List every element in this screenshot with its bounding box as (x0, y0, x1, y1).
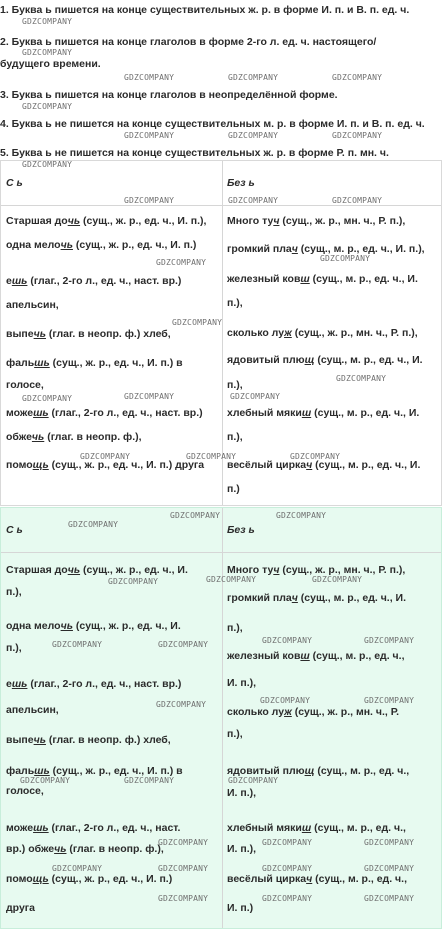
spelling-ending: ш (301, 407, 312, 419)
table-line: громкий плач (сущ., м. р., ед. ч., И. (227, 592, 407, 604)
table-line: одна мелочь (сущ., ж. р., ед. ч., И. (6, 620, 181, 632)
watermark: GDZCOMPANY (80, 452, 131, 461)
table-line: И. п.), (227, 787, 257, 799)
watermark: GDZCOMPANY (186, 452, 237, 461)
watermark: GDZCOMPANY (108, 577, 159, 586)
table-line: п.), (227, 431, 243, 443)
watermark: GDZCOMPANY (332, 131, 383, 140)
table-line: одна мелочь (сущ., ж. р., ед. ч., И. п.) (6, 239, 197, 251)
watermark: GDZCOMPANY (124, 73, 175, 82)
table-line: ядовитый плющ (сущ., м. р., ед. ч., (227, 765, 410, 777)
table-line: апельсин, (6, 299, 59, 311)
spelling-ending: чь (33, 734, 46, 746)
spelling-ending: щь (32, 459, 49, 471)
rule-1: 1. Буква ь пишется на конце существительных ж. р. в форме И. п. и В. п. ед. ч. (0, 4, 410, 16)
watermark: GDZCOMPANY (262, 636, 313, 645)
spelling-ending: шь (34, 357, 50, 369)
watermark: GDZCOMPANY (22, 102, 73, 111)
spelling-ending: чь (67, 215, 81, 227)
watermark: GDZCOMPANY (52, 640, 103, 649)
watermark: GDZCOMPANY (22, 17, 73, 26)
spelling-ending: ч (291, 592, 298, 604)
spelling-ending: ш (300, 273, 310, 285)
watermark: GDZCOMPANY (22, 394, 73, 403)
rule-5: 5. Буква ь не пишется на конце существительных ж. р. в форме Р. п. мн. ч. (0, 147, 389, 159)
rule-4: 4. Буква ь не пишется на конце существительных м. р. в форме И. п. и В. п. ед. ч. (0, 118, 425, 130)
spelling-ending: шь (33, 822, 49, 834)
table-line: выпечь (глаг. в неопр. ф.) хлеб, (6, 328, 171, 340)
table-line: п.), (227, 622, 243, 634)
spelling-ending: чь (60, 620, 73, 632)
spelling-ending: ш (300, 650, 310, 662)
header-with-soft-sign: С ь (6, 524, 23, 536)
watermark: GDZCOMPANY (22, 48, 73, 57)
header-divider (1, 205, 441, 206)
table-line: п.), (6, 586, 22, 598)
spelling-ending: шь (33, 407, 49, 419)
rule-2-cont: будущего времени. (0, 58, 101, 70)
column-divider (222, 508, 223, 928)
watermark: GDZCOMPANY (332, 73, 383, 82)
watermark: GDZCOMPANY (156, 258, 207, 267)
table-line: хлебный мякиш (сущ., м. р., ед. ч., (227, 822, 406, 834)
watermark: GDZCOMPANY (262, 838, 313, 847)
watermark: GDZCOMPANY (170, 511, 221, 520)
header-without-soft-sign: Без ь (227, 524, 255, 536)
table-line: железный ковш (сущ., м. р., ед. ч., И. (227, 273, 418, 285)
watermark: GDZCOMPANY (364, 864, 415, 873)
watermark: GDZCOMPANY (364, 696, 415, 705)
header-divider (1, 552, 441, 553)
spelling-ending: ч (306, 459, 313, 471)
table-line: Старшая дочь (сущ., ж. р., ед. ч., И. п.), (6, 215, 207, 227)
spelling-ending: шь (34, 765, 50, 777)
rule-3: 3. Буква ь пишется на конце глаголов в неопределённой форме. (0, 89, 338, 101)
watermark: GDZCOMPANY (228, 196, 279, 205)
spelling-ending: чь (67, 564, 81, 576)
watermark: GDZCOMPANY (336, 374, 387, 383)
watermark: GDZCOMPANY (228, 73, 279, 82)
watermark: GDZCOMPANY (158, 838, 209, 847)
spelling-ending: ч (273, 215, 280, 227)
watermark: GDZCOMPANY (290, 452, 341, 461)
watermark: GDZCOMPANY (158, 640, 209, 649)
table-line: п.), (227, 728, 243, 740)
watermark: GDZCOMPANY (364, 894, 415, 903)
table-line: Много туч (сущ., ж. р., мн. ч., Р. п.), (227, 564, 406, 576)
watermark: GDZCOMPANY (206, 575, 257, 584)
table-line: выпечь (глаг. в неопр. ф.) хлеб, (6, 734, 171, 746)
table-line: громкий плач (сущ., м. р., ед. ч., И. п.), (227, 243, 425, 255)
spelling-ending: чь (31, 431, 45, 443)
table-line: п.), (227, 297, 243, 309)
table-line: сколько луж (сущ., ж. р., мн. ч., Р. (227, 706, 400, 718)
watermark: GDZCOMPANY (228, 776, 279, 785)
watermark: GDZCOMPANY (364, 636, 415, 645)
table-line: Много туч (сущ., ж. р., мн. ч., Р. п.), (227, 215, 406, 227)
spelling-ending: ч (291, 243, 298, 255)
table-line: ядовитый плющ (сущ., м. р., ед. ч., И. (227, 354, 423, 366)
spelling-ending: ш (301, 822, 312, 834)
table-line: фальшь (сущ., ж. р., ед. ч., И. п.) в (6, 357, 183, 369)
watermark: GDZCOMPANY (172, 318, 223, 327)
watermark: GDZCOMPANY (364, 838, 415, 847)
watermark: GDZCOMPANY (124, 776, 175, 785)
watermark: GDZCOMPANY (312, 575, 363, 584)
spelling-ending: шь (11, 678, 28, 690)
spelling-ending: ж (284, 327, 292, 339)
header-with-soft-sign: С ь (6, 177, 23, 189)
table-line: железный ковш (сущ., м. р., ед. ч., (227, 650, 405, 662)
spelling-ending: щь (32, 873, 49, 885)
table-line: И. п.) (227, 902, 254, 914)
spelling-ending: щ (304, 765, 315, 777)
watermark: GDZCOMPANY (260, 696, 311, 705)
spelling-ending: ч (273, 564, 280, 576)
table-line: п.), (6, 642, 22, 654)
watermark: GDZCOMPANY (158, 894, 209, 903)
watermark: GDZCOMPANY (124, 392, 175, 401)
watermark: GDZCOMPANY (276, 511, 327, 520)
watermark: GDZCOMPANY (320, 254, 371, 263)
watermark: GDZCOMPANY (332, 196, 383, 205)
table-line: ешь (глаг., 2-го л., ед. ч., наст. вр.) (6, 275, 182, 287)
table-line: обжечь (глаг. в неопр. ф.), (6, 431, 142, 443)
table-line: И. п.), (227, 677, 257, 689)
watermark: GDZCOMPANY (228, 131, 279, 140)
spelling-ending: ж (284, 706, 292, 718)
watermark: GDZCOMPANY (22, 160, 73, 169)
spelling-ending: ч (306, 873, 313, 885)
table-line: п.), (227, 379, 243, 391)
spelling-ending: чь (54, 843, 67, 855)
watermark: GDZCOMPANY (156, 700, 207, 709)
watermark: GDZCOMPANY (158, 864, 209, 873)
table-line: можешь (глаг., 2-го л., ед. ч., наст. вр.) (6, 407, 203, 419)
header-without-soft-sign: Без ь (227, 177, 255, 189)
table-line: голосе, (6, 785, 44, 797)
table-line: голосе, (6, 379, 44, 391)
spelling-ending: чь (60, 239, 73, 251)
watermark: GDZCOMPANY (262, 894, 313, 903)
table-line: помощь (сущ., ж. р., ед. ч., И. п.) (6, 873, 173, 885)
table-line: п.) (227, 483, 240, 495)
table-line: весёлый циркач (сущ., м. р., ед. ч., И. (227, 459, 421, 471)
watermark: GDZCOMPANY (262, 864, 313, 873)
table-line: друга (6, 902, 35, 914)
table-line: Старшая дочь (сущ., ж. р., ед. ч., И. (6, 564, 188, 576)
watermark: GDZCOMPANY (52, 864, 103, 873)
table-line: И. п.), (227, 843, 257, 855)
watermark: GDZCOMPANY (124, 196, 175, 205)
table-line: апельсин, (6, 704, 59, 716)
watermark: GDZCOMPANY (124, 131, 175, 140)
table-line: хлебный мякиш (сущ., м. р., ед. ч., И. (227, 407, 420, 419)
spelling-ending: шь (11, 275, 28, 287)
watermark: GDZCOMPANY (20, 776, 71, 785)
watermark: GDZCOMPANY (230, 392, 281, 401)
table-line: помощь (сущ., ж. р., ед. ч., И. п.) друга (6, 459, 205, 471)
rule-2: 2. Буква ь пишется на конце глаголов в форме 2-го л. ед. ч. настоящего/ (0, 36, 377, 48)
table-line: сколько луж (сущ., ж. р., мн. ч., Р. п.), (227, 327, 418, 339)
table-line: ешь (глаг., 2-го л., ед. ч., наст. вр.) (6, 678, 182, 690)
table-line: фальшь (сущ., ж. р., ед. ч., И. п.) в (6, 765, 183, 777)
table-line: весёлый циркач (сущ., м. р., ед. ч., (227, 873, 407, 885)
table-line: вр.) обжечь (глаг. в неопр. ф.), (6, 843, 164, 855)
watermark: GDZCOMPANY (68, 520, 119, 529)
table-line: можешь (глаг., 2-го л., ед. ч., наст. (6, 822, 181, 834)
spelling-ending: щ (304, 354, 315, 366)
spelling-ending: чь (33, 328, 46, 340)
